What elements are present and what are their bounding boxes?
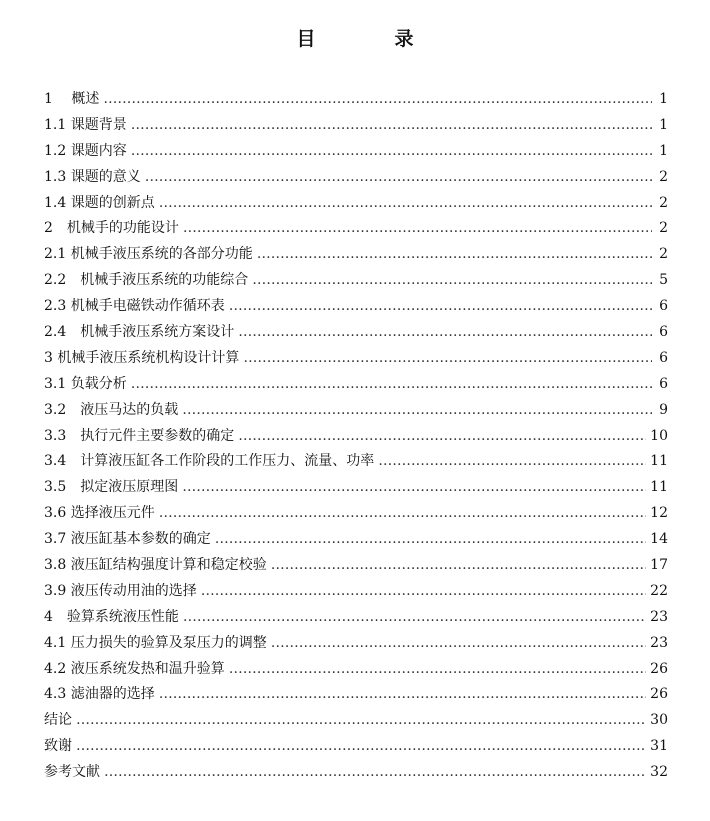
dot-leader [271, 553, 646, 579]
toc-entry-label: 1.1 课题背景 [44, 116, 127, 133]
toc-entry[interactable] [44, 475, 668, 501]
toc-entry-label: 4.3 滤油器的选择 [44, 686, 155, 703]
toc-entry-label: 4 验算系统液压性能 [44, 608, 179, 625]
toc-entry-label: 结论 [44, 712, 72, 729]
dot-leader [183, 605, 646, 631]
toc-entry-label: 3.1 负载分析 [44, 375, 127, 392]
toc-entry[interactable] [44, 682, 668, 708]
dot-leader [159, 682, 646, 708]
toc-entry-label: 3.5 拟定液压原理图 [44, 479, 179, 496]
dot-leader [257, 242, 652, 268]
page-title: 目 录 [296, 28, 444, 50]
dot-leader [243, 346, 652, 372]
toc-entry-label: 3.3 执行元件主要参数的确定 [44, 427, 235, 444]
toc-entry-label: 3.8 液压缸结构强度计算和稳定校验 [44, 557, 267, 574]
toc-entry-label: 1.2 课题内容 [44, 142, 127, 159]
toc-entry[interactable] [44, 87, 668, 113]
toc-entry-label: 3.4 计算液压缸各工作阶段的工作压力、流量、功率 [44, 453, 375, 470]
toc-entry-page: 11 [650, 453, 668, 470]
toc-entry-page: 6 [659, 375, 668, 392]
dot-leader [229, 657, 646, 683]
toc-entry[interactable] [44, 424, 668, 450]
toc-entry[interactable] [44, 139, 668, 165]
toc-entry-label: 1.3 课题的意义 [44, 168, 141, 185]
dot-leader [182, 475, 646, 501]
dot-leader [76, 734, 646, 760]
dot-leader [159, 501, 646, 527]
toc-entry-page: 10 [650, 427, 668, 444]
toc-entry[interactable] [44, 708, 668, 734]
dot-leader [252, 268, 652, 294]
toc-entry[interactable] [44, 346, 668, 372]
dot-leader [229, 294, 652, 320]
toc-entry-label: 4.2 液压系统发热和温升验算 [44, 660, 225, 677]
toc-entry-page: 26 [650, 686, 668, 703]
dot-leader [183, 216, 652, 242]
toc-entry-label: 3.6 选择液压元件 [44, 505, 155, 522]
toc-entry-page: 2 [659, 168, 668, 185]
dot-leader [103, 87, 652, 113]
toc-entry[interactable] [44, 165, 668, 191]
toc-entry-label: 2.4 机械手液压系统方案设计 [44, 324, 235, 341]
toc-entry-page: 12 [650, 505, 668, 522]
toc-entry[interactable] [44, 734, 668, 760]
toc-entry-label: 3 机械手液压系统机构设计计算 [44, 349, 240, 366]
toc-entry[interactable] [44, 372, 668, 398]
toc-entry-label: 3.2 液压马达的负载 [44, 401, 179, 418]
dot-leader [215, 527, 646, 553]
toc-entry-label: 致谢 [44, 738, 72, 755]
toc-entry[interactable] [44, 320, 668, 346]
dot-leader [271, 631, 646, 657]
dot-leader [76, 708, 646, 734]
toc-entry[interactable] [44, 216, 668, 242]
dot-leader [238, 424, 646, 450]
toc-entry-label: 3.7 液压缸基本参数的确定 [44, 531, 211, 548]
toc-entry-page: 2 [659, 194, 668, 211]
toc-entry[interactable] [44, 242, 668, 268]
toc-entry[interactable] [44, 631, 668, 657]
toc-entry-label: 1 概述 [44, 91, 100, 107]
toc-entry-label: 1.4 课题的创新点 [44, 194, 155, 211]
toc-entry[interactable] [44, 527, 668, 553]
dot-leader [104, 760, 646, 786]
toc-entry-page: 9 [659, 401, 668, 418]
dot-leader [182, 398, 652, 424]
dot-leader [159, 191, 652, 217]
toc-entry[interactable] [44, 294, 668, 320]
toc-entry-page: 26 [650, 660, 668, 677]
toc-entry[interactable] [44, 398, 668, 424]
toc-entry-page: 1 [659, 116, 668, 133]
toc-entry-page: 14 [650, 531, 668, 548]
toc-entry-page: 1 [659, 142, 668, 159]
toc-entry-page: 17 [650, 557, 668, 574]
toc-entry-label: 3.9 液压传动用油的选择 [44, 582, 197, 599]
toc-entry[interactable] [44, 657, 668, 683]
toc-entry-page: 2 [659, 220, 668, 237]
dot-leader [238, 320, 652, 346]
toc-entry-page: 6 [659, 298, 668, 315]
toc-entry-page: 11 [650, 479, 668, 496]
toc-entry-label: 参考文献 [44, 764, 100, 781]
toc-entry-page: 23 [650, 608, 668, 625]
toc-entry[interactable] [44, 579, 668, 605]
toc-entry-label: 2.3 机械手电磁铁动作循环表 [44, 298, 225, 315]
toc-entry[interactable] [44, 501, 668, 527]
toc-entry[interactable] [44, 268, 668, 294]
toc-entry[interactable] [44, 760, 668, 786]
toc-entry[interactable] [44, 605, 668, 631]
toc-entry-label: 4.1 压力损失的验算及泵压力的调整 [44, 634, 267, 651]
table-of-contents [44, 87, 668, 786]
toc-entry-page: 32 [650, 764, 668, 781]
toc-entry[interactable] [44, 191, 668, 217]
toc-entry-label: 2.1 机械手液压系统的各部分功能 [44, 246, 253, 263]
toc-entry-label: 2 机械手的功能设计 [44, 220, 179, 237]
toc-entry-label: 2.2 机械手液压系统的功能综合 [44, 272, 249, 289]
toc-entry-page: 23 [650, 634, 668, 651]
dot-leader [131, 113, 652, 139]
toc-entry-page: 31 [650, 738, 668, 755]
dot-leader [131, 139, 652, 165]
toc-entry-page: 30 [650, 712, 668, 729]
toc-entry-page: 2 [659, 246, 668, 263]
dot-leader [378, 449, 646, 475]
toc-entry[interactable] [44, 553, 668, 579]
toc-entry-page: 6 [659, 324, 668, 341]
dot-leader [145, 165, 652, 191]
toc-entry[interactable] [44, 449, 668, 475]
toc-entry-page: 22 [650, 582, 668, 599]
toc-entry-page: 5 [659, 272, 668, 289]
dot-leader [201, 579, 646, 605]
dot-leader [131, 372, 652, 398]
toc-entry[interactable] [44, 113, 668, 139]
toc-entry-page: 1 [659, 91, 668, 107]
toc-entry-page: 6 [659, 349, 668, 366]
